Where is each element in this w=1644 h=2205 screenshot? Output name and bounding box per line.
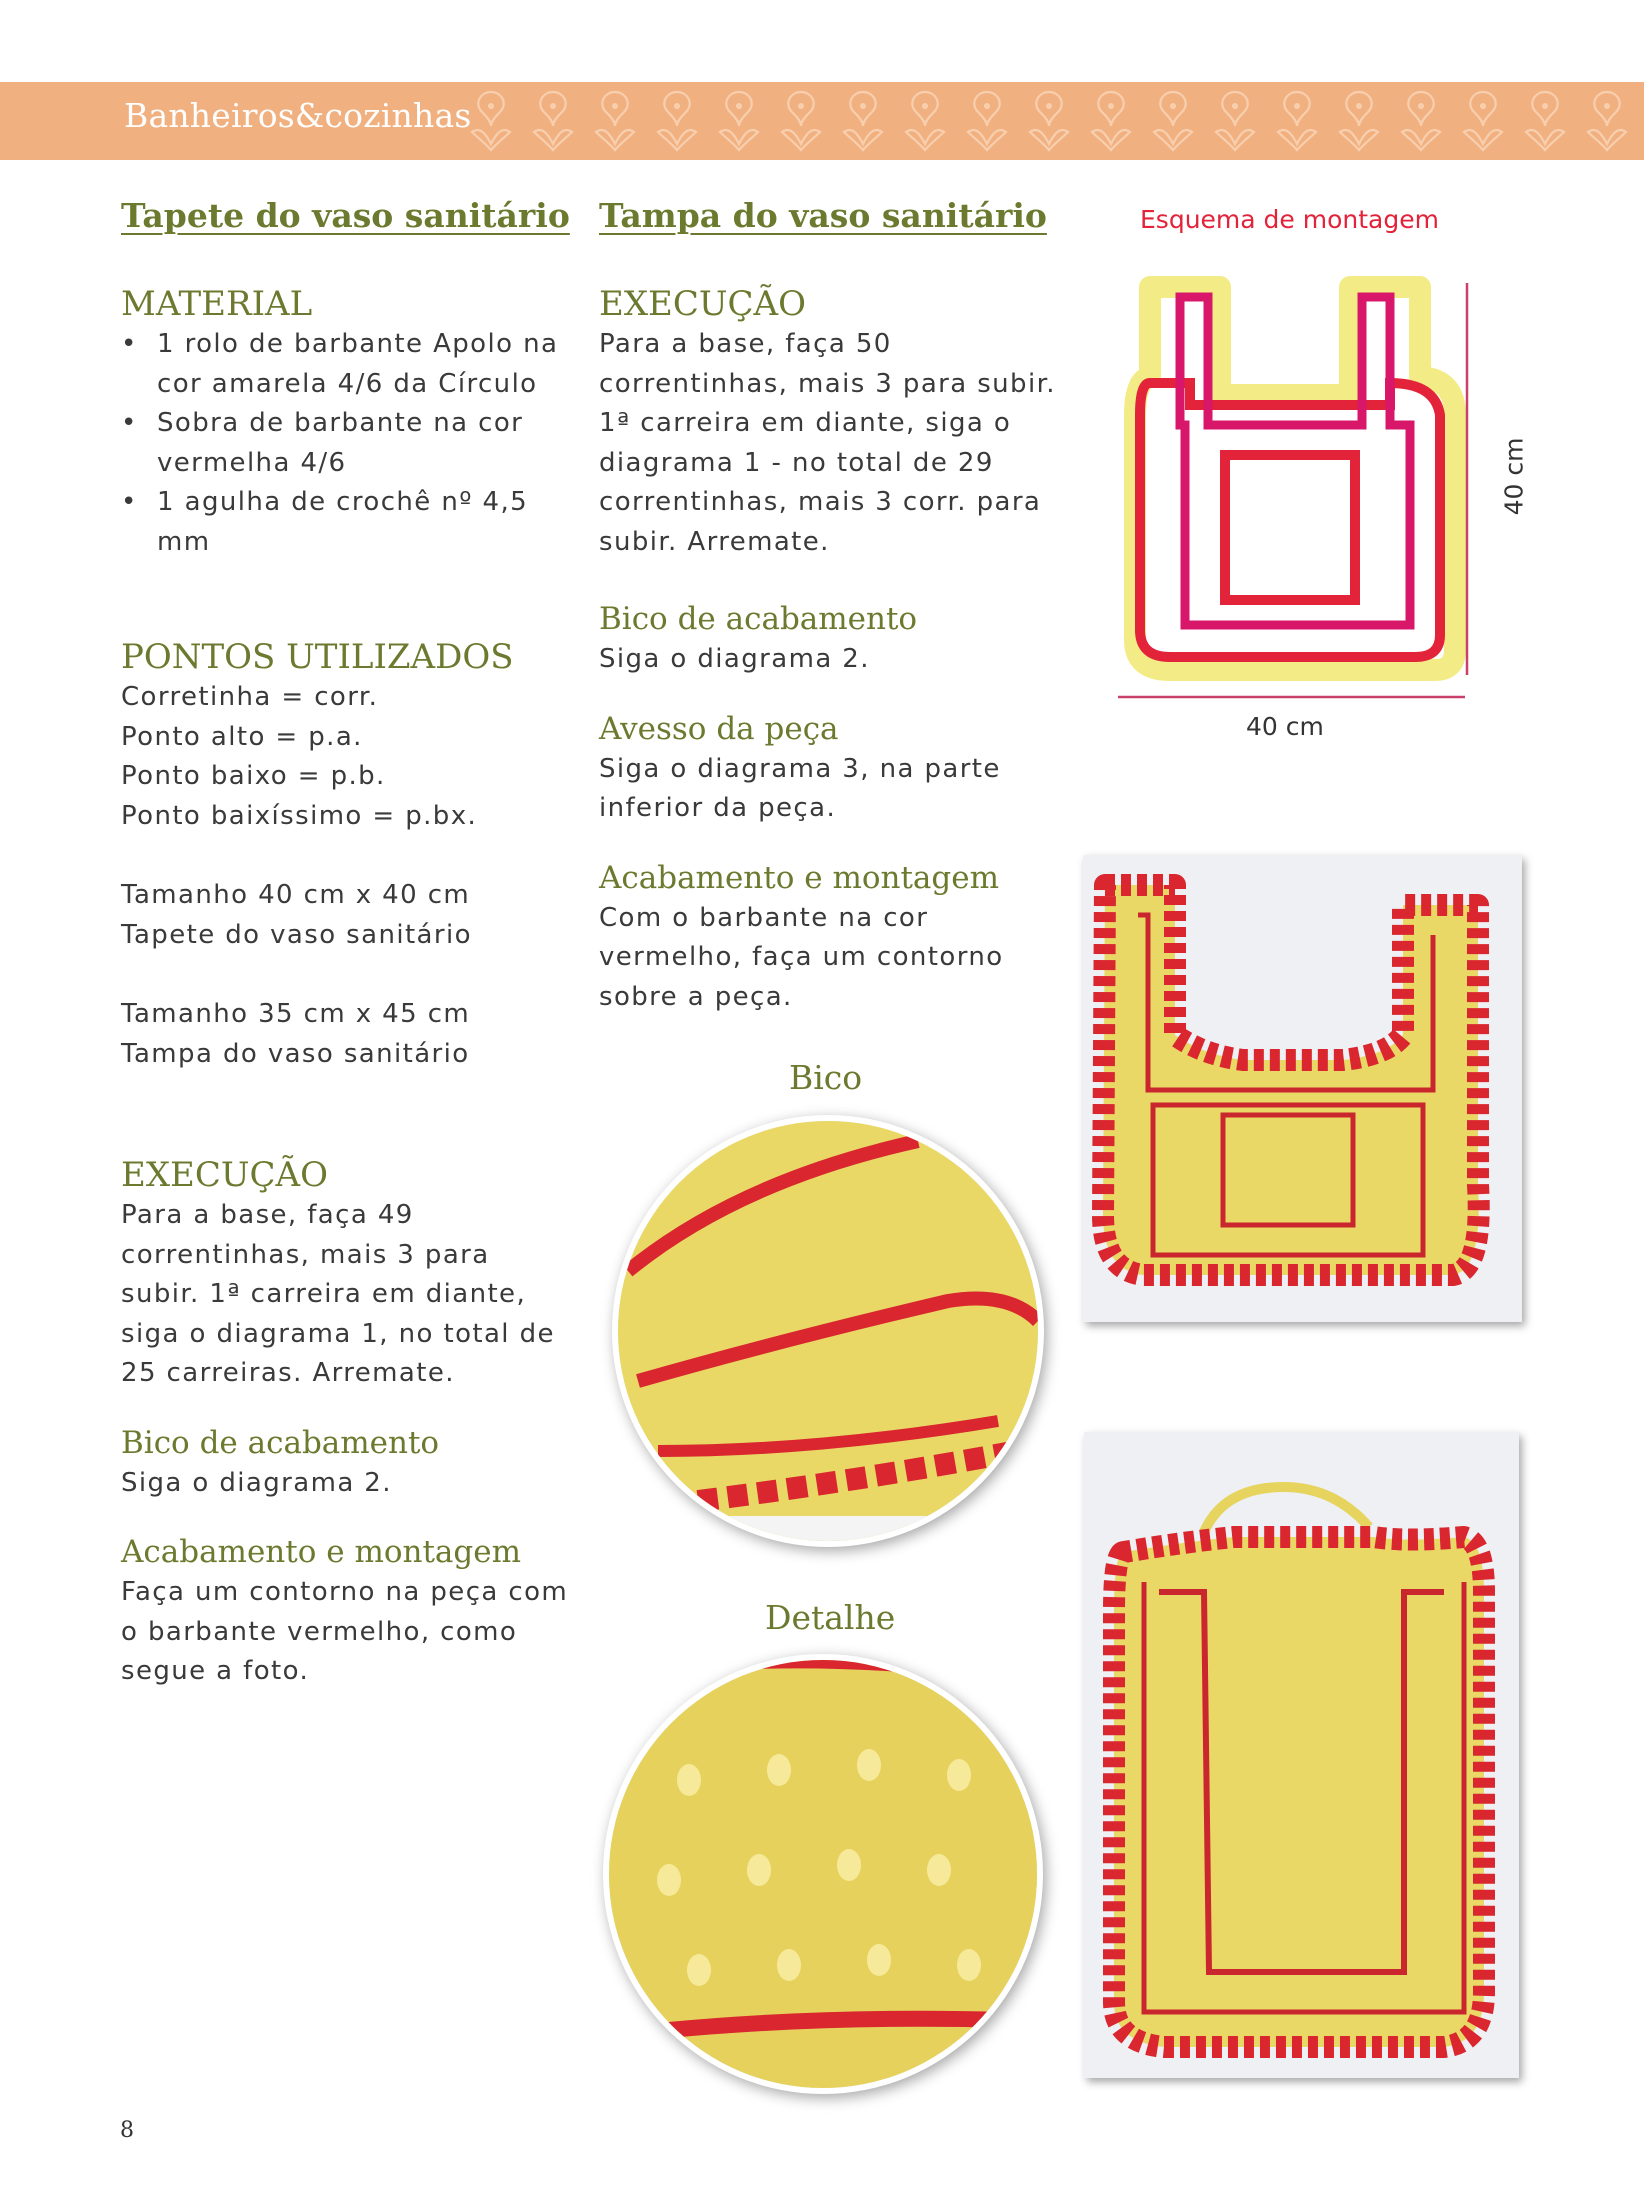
- photo-bico-closeup: [618, 1121, 1038, 1541]
- bico-text: Siga o diagrama 2.: [121, 1467, 392, 1498]
- ponto-line: Ponto baixo = p.b.: [121, 761, 386, 791]
- bico-heading: Bico de acabamento: [121, 1424, 440, 1461]
- acabamento-text: Com o barbante na cor vermelho, faça um contorno sobre a peça.: [599, 902, 1004, 1012]
- execucao-text: Para a base, faça 50 correntinhas, mais 3 para subir. 1ª carreira em diante, siga o diagrama 1 - no total de 29 correntinhas, mais 3 corr. para subir. Arremate.: [599, 329, 1056, 557]
- tamanho-line: Tampa do vaso sanitário: [121, 1038, 470, 1069]
- width-label: 40 cm: [1246, 712, 1324, 741]
- execucao-heading: EXECUÇÃO: [121, 1155, 328, 1195]
- section-title-tapete: Tapete do vaso sanitário: [121, 196, 570, 235]
- avesso-heading: Avesso da peça: [599, 710, 839, 747]
- diagram-red-inner: [1225, 455, 1355, 600]
- list-item: • Sobra de barbante na cor vermelha 4/6: [121, 404, 581, 483]
- material-heading: MATERIAL: [121, 284, 313, 324]
- list-item: • 1 agulha de crochê nº 4,5 mm: [121, 483, 581, 562]
- section-title-tampa: Tampa do vaso sanitário: [599, 196, 1047, 235]
- execucao-text: Para a base, faça 49 correntinhas, mais 3 para subir. 1ª carreira em diante, siga o diagrama 1, no total de 25 carreiras. Arremate.: [121, 1200, 555, 1388]
- caption-bico: Bico: [789, 1058, 863, 1097]
- avesso-text: Siga o diagrama 3, na parte inferior da peça.: [599, 753, 1001, 823]
- caption-detalhe: Detalhe: [765, 1598, 896, 1637]
- bico-text: Siga o diagrama 2.: [599, 644, 870, 674]
- height-label: 40 cm: [1499, 437, 1529, 516]
- ponto-line: Ponto baixíssimo = p.bx.: [121, 800, 478, 831]
- middle-column: [599, 196, 1059, 1017]
- bico-heading: Bico de acabamento: [599, 601, 918, 637]
- material-list: [121, 325, 581, 562]
- acabamento-heading: Acabamento e montagem: [121, 1534, 521, 1570]
- list-item: • 1 rolo de barbante Apolo na cor amarela 4/6 da Círculo: [121, 325, 581, 404]
- assembly-diagram: [1110, 265, 1490, 715]
- tamanho-line: Tapete do vaso sanitário: [121, 919, 472, 950]
- ponto-line: Ponto alto = p.a.: [121, 721, 363, 752]
- acabamento-text: Faça um contorno na peça com o barbante vermelho, como segue a foto.: [121, 1577, 569, 1686]
- photo-detalhe-closeup: [609, 1660, 1037, 2088]
- photo-tapete: [1084, 1432, 1519, 2078]
- execucao-heading: EXECUÇÃO: [599, 284, 806, 324]
- pontos-heading: PONTOS UTILIZADOS: [121, 637, 514, 677]
- ponto-line: Corretinha = corr.: [121, 682, 379, 712]
- tamanho-line: Tamanho 35 cm x 45 cm: [121, 999, 471, 1029]
- header-title: Banheiros&cozinhas: [124, 96, 472, 135]
- photo-tampa: [1083, 855, 1522, 1322]
- ornament-pattern: [460, 82, 1644, 160]
- page-number: 8: [120, 2118, 134, 2143]
- acabamento-heading: Acabamento e montagem: [599, 859, 999, 896]
- diagram-title: Esquema de montagem: [1140, 205, 1439, 234]
- left-column: [121, 196, 581, 1692]
- tamanho-line: Tamanho 40 cm x 40 cm: [121, 880, 471, 910]
